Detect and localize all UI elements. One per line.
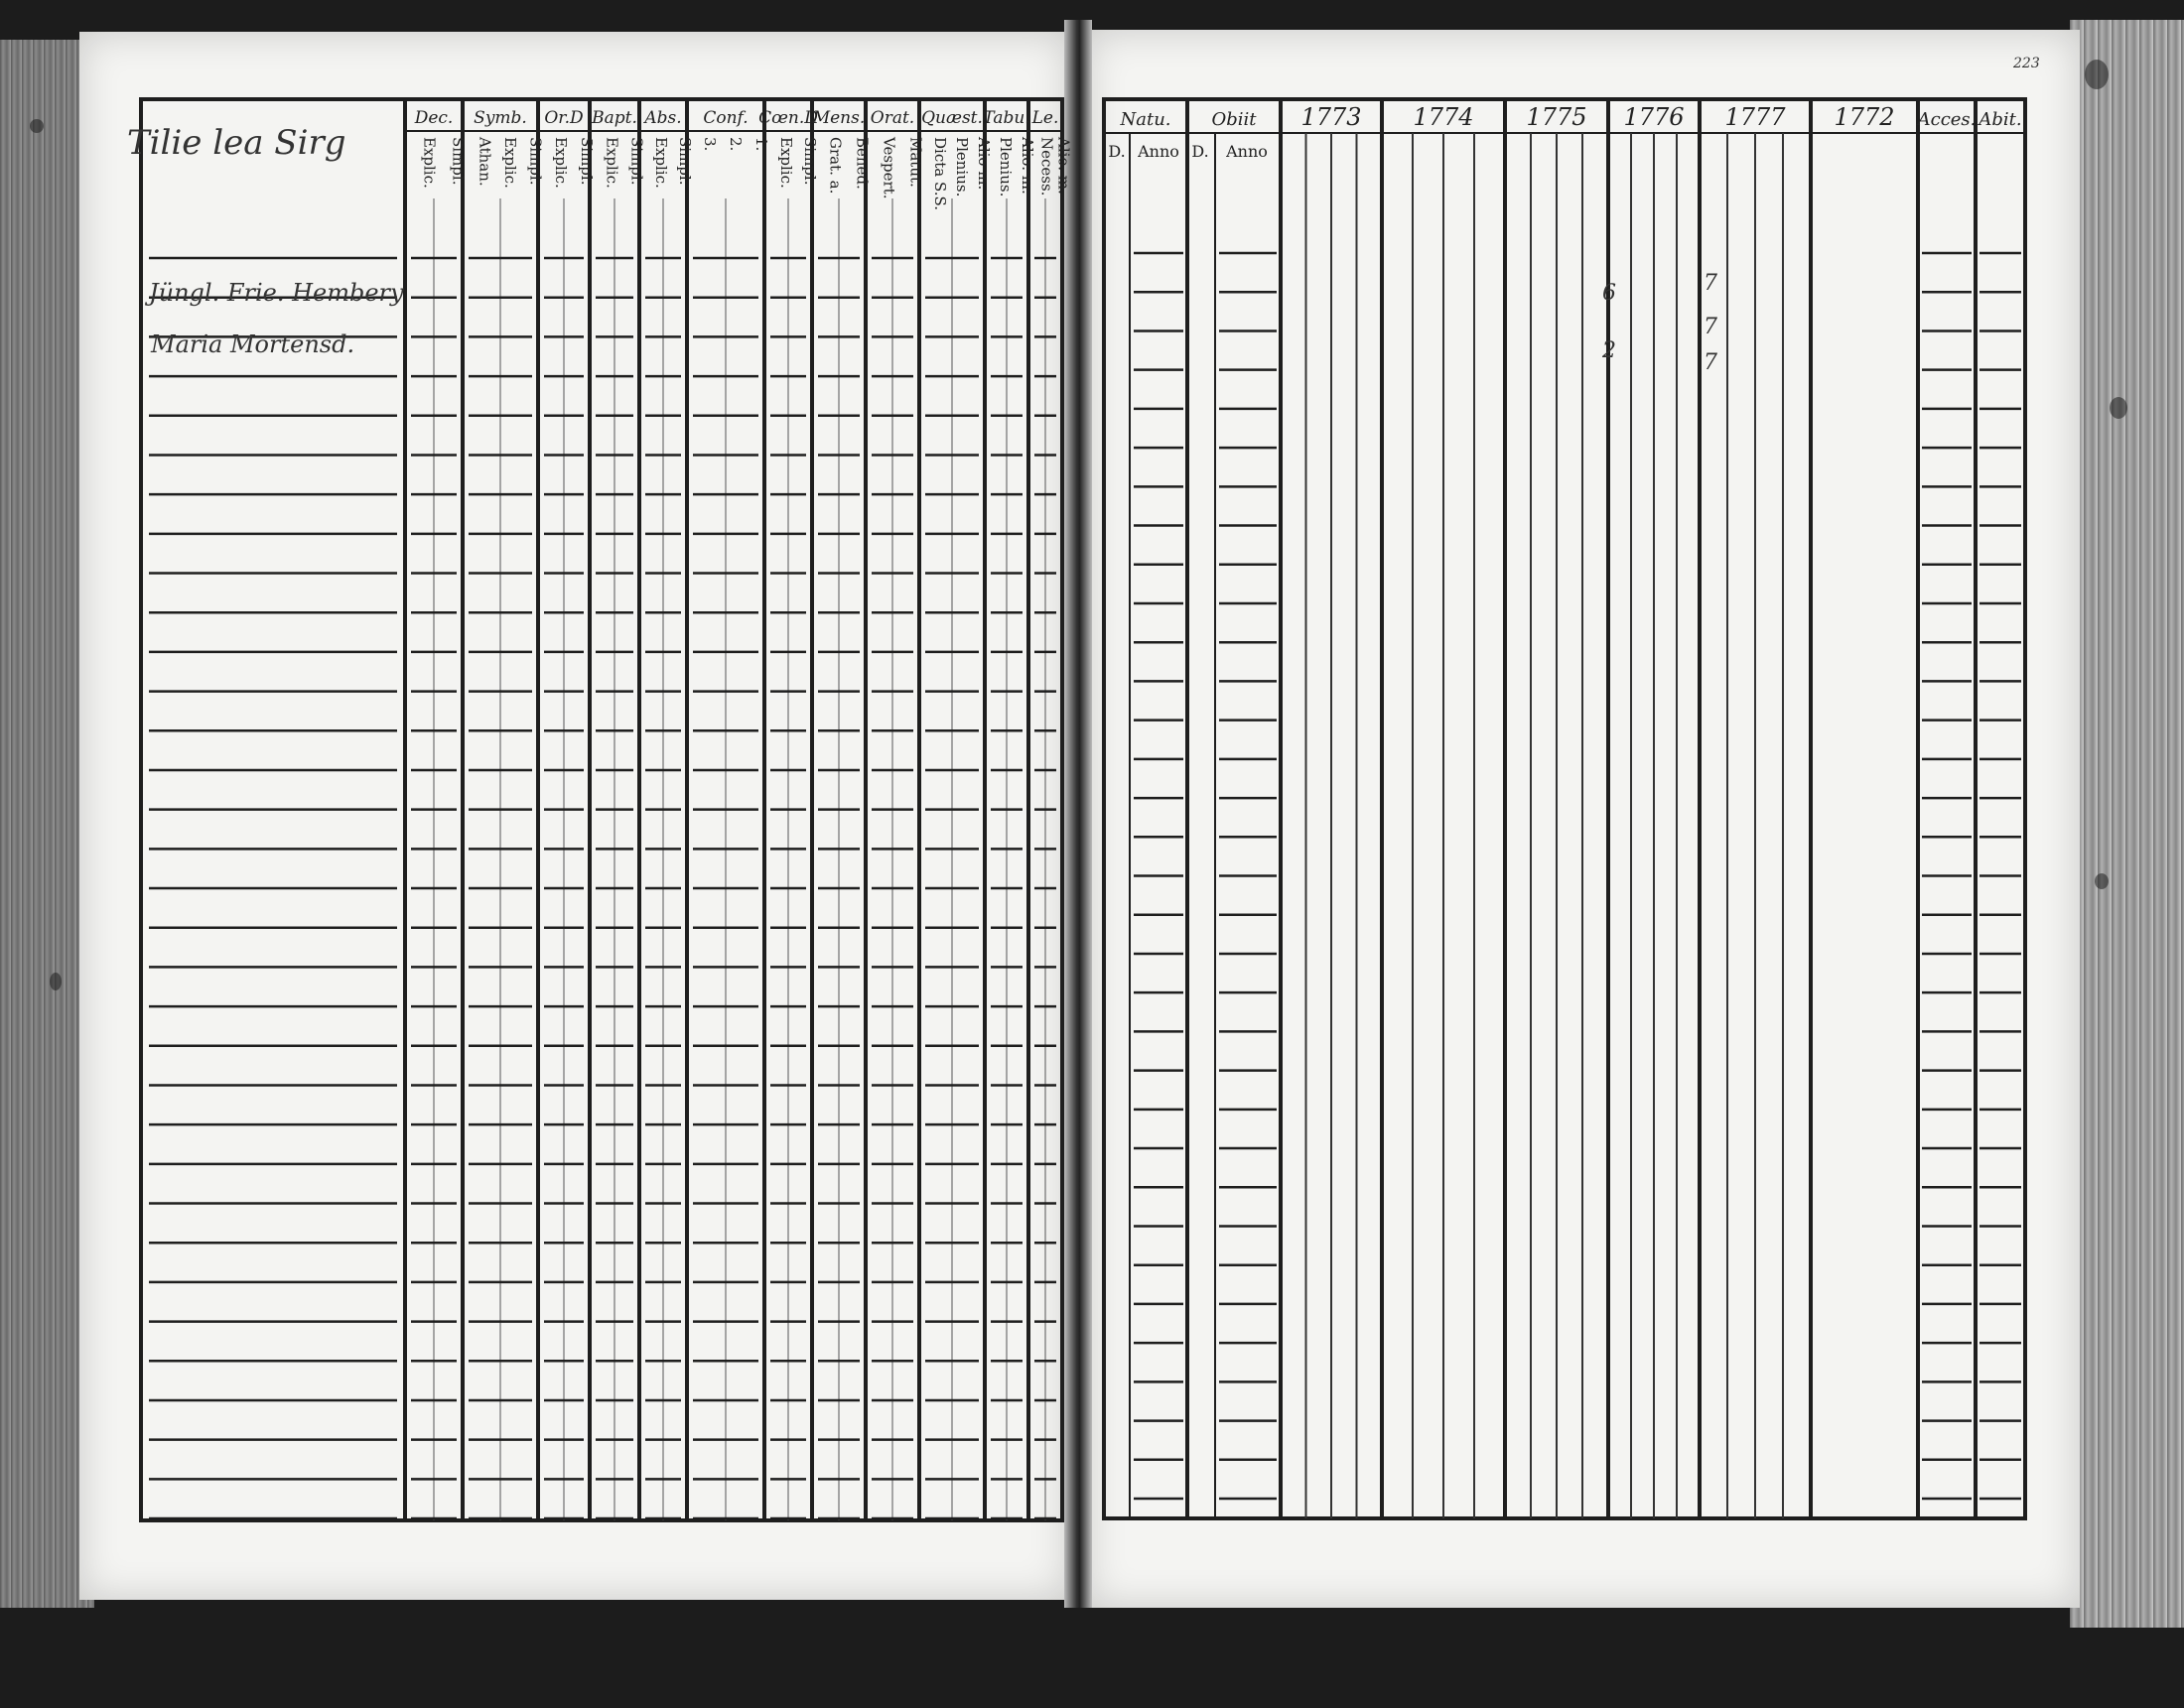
column-group-header: Orat.: [870, 108, 915, 128]
sub-column-header: Athan.: [476, 137, 494, 187]
sub-column-header: Simpl.: [449, 137, 468, 186]
column-group-header: Cœn.D: [758, 108, 818, 128]
sub-column-header: Grat. a.: [826, 137, 845, 195]
sub-column-header: Alio m.: [975, 137, 993, 191]
register-entry: Jüngl. Frie. Hembery: [149, 279, 404, 307]
column-header: 1773: [1300, 103, 1362, 131]
sub-column-header: 3.: [701, 137, 719, 152]
mark-1777: 7: [1704, 315, 1717, 339]
sub-column-header: Plenius.: [953, 137, 971, 197]
sub-column-header: Simpl.: [676, 137, 694, 186]
column-group-header: Tabu.: [983, 108, 1030, 128]
sub-column-header: Explic.: [603, 137, 621, 189]
mark-1777: 7: [1704, 350, 1717, 375]
sub-column-header: Explic.: [501, 137, 519, 189]
column-group-header: Quæst.: [921, 108, 983, 128]
column-header: 1772: [1834, 103, 1895, 131]
column-group-header: Abs.: [644, 108, 682, 128]
sub-column-header: Alio. m.: [1054, 137, 1073, 195]
column-group-header: Mens.: [812, 108, 866, 128]
sub-column-header: Simpl.: [526, 137, 545, 186]
sub-column-header: D.: [1191, 142, 1209, 161]
sub-column-header: Anno: [1138, 142, 1179, 161]
sub-column-header: D.: [1108, 142, 1126, 161]
column-group-header: Or.D: [544, 108, 584, 128]
column-header: Abit.: [1979, 109, 2022, 130]
sub-column-header: Simpl.: [627, 137, 646, 186]
sub-column-header: Explic.: [420, 137, 439, 189]
right-grid-lines: [1104, 99, 2025, 1518]
sub-column-header: Anno: [1226, 142, 1268, 161]
mark-1776: 6: [1602, 281, 1616, 306]
column-header: Natu.: [1120, 109, 1171, 130]
left-page-title: Tilie lea Sirg: [127, 123, 346, 163]
sub-column-header: Matut.: [906, 137, 925, 188]
column-header: 1775: [1526, 103, 1587, 131]
column-group-header: Bapt.: [592, 108, 637, 128]
sub-column-header: Necess.: [1037, 137, 1056, 197]
sub-column-header: Explic.: [777, 137, 795, 189]
sub-column-header: 2.: [727, 137, 745, 152]
register-entry: Maria Mortensd.: [151, 330, 355, 358]
sub-column-header: Dicta S.S.: [931, 137, 949, 210]
sub-column-header: Simpl.: [578, 137, 596, 186]
sub-column-header: 1.: [752, 137, 770, 152]
table-border: [1104, 99, 2025, 1518]
column-group-header: Symb.: [474, 108, 527, 128]
sub-column-header: Plenius.: [997, 137, 1015, 197]
sub-column-header: Explic.: [652, 137, 670, 189]
column-header: 1774: [1413, 103, 1474, 131]
mark-1777: 7: [1704, 271, 1717, 296]
column-header: Acces.: [1917, 109, 1977, 130]
sub-column-header: Vespert.: [880, 137, 898, 199]
column-group-header: Dec.: [414, 108, 454, 128]
column-group-header: Conf.: [703, 108, 749, 128]
sub-column-header: Explic.: [552, 137, 570, 189]
column-group-header: Le.: [1031, 108, 1059, 128]
column-header: 1776: [1623, 103, 1685, 131]
sub-column-header: Alio. m.: [1019, 137, 1036, 195]
sub-column-header: Simpl.: [801, 137, 819, 186]
mark-1776: 2: [1602, 338, 1616, 363]
page-number: 223: [2013, 56, 2040, 71]
sub-column-header: Bened.: [853, 137, 872, 190]
column-header: 1777: [1724, 103, 1786, 131]
column-header: Obiit: [1211, 109, 1257, 130]
